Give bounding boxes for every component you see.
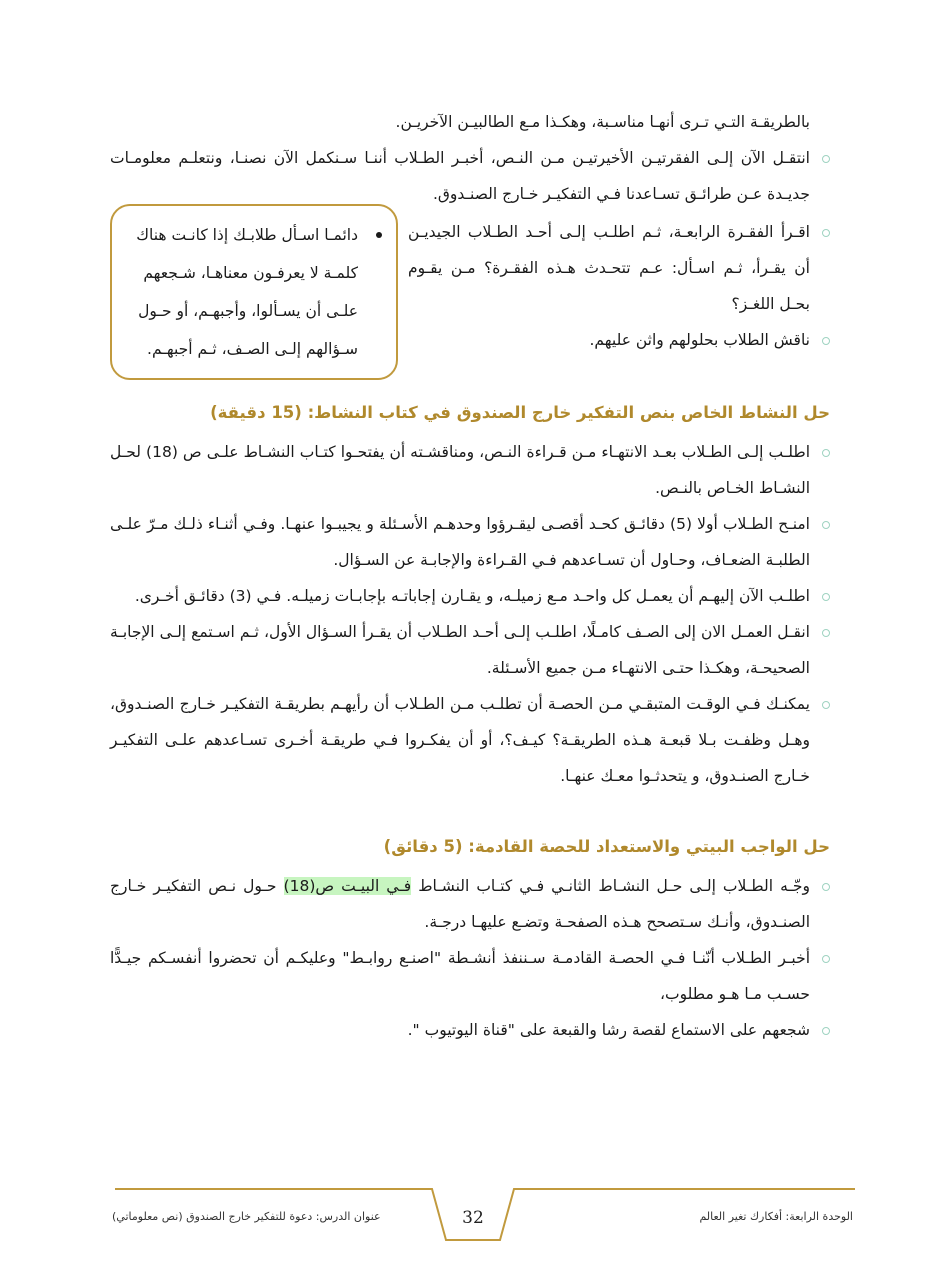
list-item (110, 940, 830, 1012)
list-item (110, 868, 830, 940)
section-heading-homework: حل الواجب البيتي والاستعداد للحصة القادمة: (5 دقائق) (383, 837, 830, 856)
bullet-icon (822, 955, 830, 963)
list-item (110, 686, 830, 794)
activity-list (110, 434, 830, 794)
tip-line: سـؤالهم إلـى الصـف، ثـم أجبهـم. (147, 340, 358, 358)
bullet-icon (822, 1027, 830, 1035)
list-item (408, 322, 830, 358)
list-item (110, 1012, 830, 1048)
list-item (110, 578, 830, 614)
page-footer (0, 1182, 945, 1252)
list-item-text: شجعهم على الاستماع لقصة رشا والقبعة على "قناة اليوتيوب ". (407, 1021, 810, 1039)
continuation-text: بالطريقـة التـي تـرى أنهـا مناسـبة، وهكـذا مـع الطالبيـن الآخريـن. (395, 113, 810, 131)
list-item (110, 506, 830, 578)
list-item-text: انقـل العمـل الان إلى الصـف كامـلًا، اطلـب إلـى أحـد الطـلاب أن يقـرأ السـؤال الأول، ثـم اسـتمع إلـى الإجابـة الصحيحـة، وهكـذا حتـى الانتهـاء مـن جميع الأسـئلة. (110, 623, 810, 677)
bullet-icon (822, 229, 830, 237)
list-item-text: حـول نـص التفكيـر خـارج الصنـدوق، وأنـك سـتصحح هـذه الصفحـة وتضـع عليهـا درجـة. (110, 877, 810, 931)
list-item-text: يمكنـك فـي الوقـت المتبقـي مـن الحصـة أن تطلـب مـن الطـلاب أن رأيهـم بطريقـة التفكيـر خـارج الصنـدوق، وهـل وظفـت بـلا قبعـة هـذه الطريقـة؟ كيـف؟، أو أن يفكـروا فـي طريقـة أخـرى تسـاعدهم علـى التفكيـر خـارج الصنـدوق، و يتحدثـوا معـك عنهـا. (110, 695, 810, 785)
homework-list (110, 868, 830, 1048)
page-number: 32 (462, 1208, 484, 1228)
tip-box (110, 204, 398, 380)
tip-line: دائمـا اسـأل طلابـك إذا كانـت هناك (136, 226, 358, 244)
bullet-icon (822, 521, 830, 529)
list-item-text: اطلـب إلـى الطـلاب بعـد الانتهـاء مـن قـراءة النـص، ومناقشـته أن يفتحـوا كتـاب النشـاط علـى ص (18) لحـل النشـاط الخـاص بالنـص. (110, 443, 811, 497)
bullet-icon (822, 449, 830, 457)
bullet-icon (822, 337, 830, 345)
bullet-icon (822, 883, 830, 891)
bullet-icon (822, 629, 830, 637)
footer-unit-title: الوحدة الرابعة: أفكارك تغير العالم (699, 1210, 853, 1223)
list-item-text: اطلـب الآن إليهـم أن يعمـل كل واحـد مـع زميلـه، و يقـارن إجاباتـه بإجابـات زميلـه. فـي (3) دقائـق أخـرى. (134, 587, 810, 605)
list-item-text: انتقـل الآن إلـى الفقرتيـن الأخيرتيـن مـن النـص، أخبـر الطـلاب أننـا سـنكمل الآن نصنـا، ونتعلـم معلومـات جديـدة عـن طرائـق تسـاعدنا فـي التفكيـر خـارج الصنـدوق. (110, 149, 810, 203)
reading-with-tip (110, 214, 830, 380)
list-item (110, 140, 830, 212)
tip-line: كلمـة لا يعرفـون معناهـا، شـجعهم (143, 264, 358, 282)
list-item-text: أخبـر الطـلاب أنّنـا فـي الحصـة القادمـة سـننفذ أنشـطة "اصنـع روابـط" وعليكـم أن تحضروا أنفسـكم جيـدًّا حسـب مـا هـو مطلوب، (110, 949, 810, 1003)
highlighted-text: فـي البيـت ص(18) (283, 877, 412, 895)
list-item-text: اقـرأ الفقـرة الرابعـة، ثـم اطلـب إلـى أحـد الطـلاب الجيديـن أن يقـرأ، ثـم اسـأل: عـم تتحـدث هـذه الفقـرة؟ مـن يقـوم بحـل اللغـز؟ (408, 223, 810, 313)
list-item (408, 214, 830, 322)
list-item-text: ناقش الطلاب بحلولهم واثن عليهم. (589, 331, 810, 349)
section-heading-activity: حل النشاط الخاص بنص التفكير خارج الصندوق في كتاب النشاط: (15 دقيقة) (210, 403, 830, 422)
intro-list (110, 140, 830, 212)
reading-list (408, 214, 830, 380)
bullet-icon (822, 701, 830, 709)
tip-line: علـى أن يسـألوا، وأجبهـم، أو حـول (138, 302, 358, 320)
list-item (110, 614, 830, 686)
list-item-text: امنـح الطـلاب أولا (5) دقائـق كحـد أقصـى ليقـرؤوا وحدهـم الأسـئلة و يجيبـوا عنهـا. وفـي أثنـاء ذلـك مـرّ علـى الطلبـة الضعـاف، وحـاول أن تسـاعدهم فـي القـراءة والإجابـة عن السـؤال. (110, 515, 810, 569)
footer-lesson-title: عنوان الدرس: دعوة للتفكير خارج الصندوق (نص معلوماتي) (112, 1210, 381, 1223)
bullet-icon (822, 155, 830, 163)
bullet-icon (822, 593, 830, 601)
tip-bullet-icon (376, 232, 382, 238)
list-item (110, 434, 830, 506)
page-content (110, 104, 830, 1048)
list-item-text: وجّـه الطـلاب إلـى حـل النشـاط الثانـي فـي كتـاب النشـاط (411, 877, 810, 895)
